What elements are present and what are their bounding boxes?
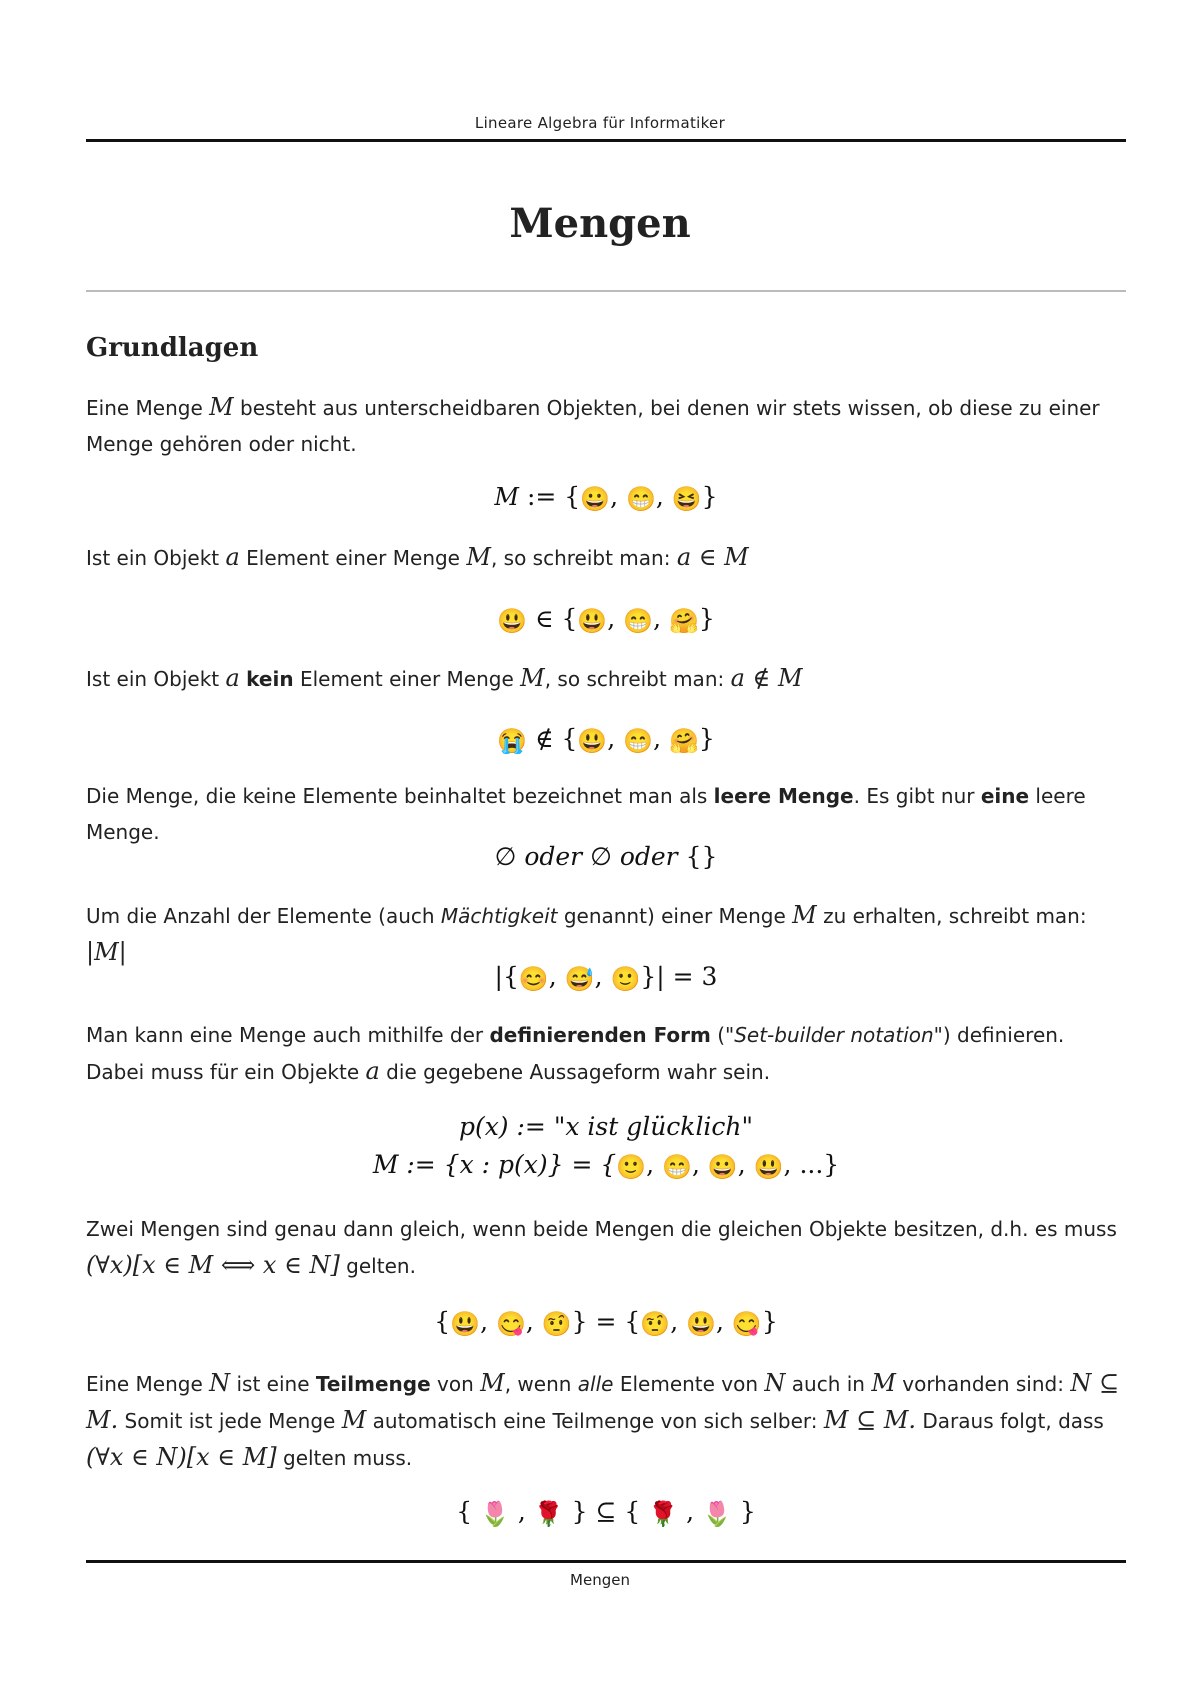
text: auch in [785, 1372, 872, 1396]
tulip-icon: 🌷 [480, 1500, 510, 1528]
math: , [525, 1307, 542, 1336]
bold-text: Teilmenge [315, 1372, 431, 1396]
formula-empty-set [86, 838, 1126, 876]
smiley-face-icon: 😃 [753, 1153, 784, 1181]
smiley-face-icon: 😃 [497, 607, 528, 635]
text: ") definieren. Dabei muss für ein Objekte [86, 1023, 1065, 1084]
math: M [724, 543, 749, 571]
slight-smile-icon: 🙂 [616, 1153, 647, 1181]
formula-line [86, 1146, 1126, 1184]
math: ∉ { [527, 724, 578, 753]
raised-eyebrow-face-icon: 🤨 [541, 1310, 572, 1338]
text: Element einer Menge [239, 546, 467, 570]
math: M [792, 901, 817, 929]
bold-text: kein [246, 667, 294, 691]
hugging-face-icon: 🤗 [669, 727, 699, 755]
laughing-face-icon: 😆 [671, 485, 702, 513]
paragraph-definition [86, 389, 1126, 462]
math: M [209, 393, 234, 421]
math: (∀x ∈ N)[x ∈ M] [86, 1443, 277, 1471]
text: gelten. [339, 1254, 416, 1278]
formula-set-builder [86, 1108, 1126, 1184]
math: M [341, 1406, 367, 1434]
math: ∈ [691, 543, 725, 571]
math: oder [524, 842, 583, 871]
bold-text: leere Menge [713, 784, 854, 808]
math: , [607, 604, 624, 633]
math: , [678, 1497, 702, 1526]
math: , [653, 724, 669, 753]
formula-equality [86, 1303, 1126, 1341]
text: . Es gibt nur [853, 784, 981, 808]
text: Eine Menge [86, 1372, 210, 1396]
math: a [676, 543, 692, 571]
math: a [365, 1057, 380, 1085]
math: (∀x)[x ∈ M ⟺ x ∈ N] [86, 1251, 340, 1279]
math: , ...} [783, 1150, 840, 1179]
footer-rule [86, 1560, 1126, 1563]
math: , [655, 482, 672, 511]
italic-text: Mächtigkeit [440, 904, 558, 928]
text: ist eine [230, 1372, 316, 1396]
paragraph-set-builder [86, 1017, 1126, 1090]
crying-face-icon: 😭 [497, 727, 528, 755]
math: { [456, 1497, 481, 1526]
math: { [434, 1307, 451, 1336]
paragraph-element [86, 539, 1126, 576]
math: |{ [494, 962, 519, 991]
math: , [610, 482, 626, 511]
text: Um die Anzahl der Elemente (auch [86, 904, 441, 928]
math: , [607, 724, 624, 753]
math: := { [519, 482, 581, 511]
running-footer: Mengen [570, 1571, 630, 1589]
math: , [691, 1150, 708, 1179]
math: , [548, 962, 565, 991]
math: , [653, 604, 669, 633]
text: Elemente von [613, 1372, 765, 1396]
math: } [731, 1497, 756, 1526]
math: N [209, 1369, 231, 1397]
smiling-face-icon: 😊 [518, 965, 549, 993]
tulip-icon: 🌷 [702, 1500, 732, 1528]
text: Ist ein Objekt [86, 667, 226, 691]
beaming-face-icon: 😁 [662, 1153, 692, 1181]
math: |M| [86, 938, 127, 966]
math: M := {x : p(x)} = { [372, 1150, 617, 1179]
text: die gegebene Aussageform wahr sein. [379, 1060, 771, 1084]
yum-face-icon: 😋 [731, 1310, 762, 1338]
slight-smile-icon: 🙂 [610, 965, 641, 993]
math: } = { [571, 1307, 641, 1336]
formula-not-element-of [86, 720, 1126, 758]
running-header: Lineare Algebra für Informatiker [474, 114, 726, 132]
bold-text: definierenden Form [489, 1023, 711, 1047]
beaming-face-icon: 😁 [625, 485, 656, 513]
math: , [480, 1307, 496, 1336]
text: vorhanden sind: [895, 1372, 1071, 1396]
math: M ⊆ M. [823, 1406, 917, 1434]
text: Man kann eine Menge auch mithilfe der [86, 1023, 490, 1047]
math: M [494, 483, 519, 511]
math: M [777, 664, 803, 692]
raised-eyebrow-face-icon: 🤨 [640, 1310, 671, 1338]
paragraph-equality [86, 1211, 1126, 1284]
text: Somit ist jede Menge [118, 1409, 342, 1433]
rose-icon: 🌹 [533, 1500, 564, 1528]
text: (" [710, 1023, 735, 1047]
math: M [466, 543, 491, 571]
math: , [509, 1497, 534, 1526]
text: leere Menge. [86, 784, 1086, 844]
smiley-face-icon: 😃 [577, 607, 608, 635]
formula-subset [86, 1493, 1126, 1531]
grinning-face-icon: 😀 [707, 1153, 738, 1181]
math: , [646, 1150, 663, 1179]
text: von [430, 1372, 481, 1396]
math: N ⊆ M. [86, 1369, 1120, 1434]
bold-text: eine [980, 784, 1030, 808]
math: , [737, 1150, 754, 1179]
formula-element-of [86, 600, 1126, 638]
paragraph-subset [86, 1365, 1126, 1476]
math: } [698, 724, 715, 753]
math: ∈ { [527, 604, 578, 633]
math: }| = 3 [640, 962, 718, 991]
math: N [764, 1369, 786, 1397]
math: a [225, 664, 240, 692]
italic-text: Set-builder notation [734, 1023, 934, 1047]
math: } [698, 604, 715, 633]
yum-face-icon: 😋 [495, 1310, 526, 1338]
header-rule [86, 139, 1126, 142]
smiley-face-icon: 😃 [686, 1310, 717, 1338]
math: a [225, 543, 240, 571]
math: M [520, 664, 545, 692]
math: ∅ [582, 842, 620, 871]
grinning-face-icon: 😀 [580, 485, 611, 513]
math: } [761, 1307, 778, 1336]
math: , [594, 962, 611, 991]
sweat-smile-icon: 😅 [564, 965, 595, 993]
text: , so schreibt man: [490, 546, 677, 570]
section-heading: Grundlagen [86, 333, 259, 363]
math: M [480, 1369, 505, 1397]
math: M [871, 1369, 896, 1397]
text: Eine Menge [86, 396, 210, 420]
math: } ⊆ { [563, 1497, 649, 1526]
math: , [716, 1307, 732, 1336]
text: Zwei Mengen sind genau dann gleich, wenn beide Mengen die gleichen Objekte besitzen, d.h. es muss [86, 1217, 1117, 1241]
hugging-face-icon: 🤗 [669, 607, 699, 635]
title-rule [86, 290, 1126, 292]
text: genannt) einer Menge [557, 904, 793, 928]
text: gelten muss. [276, 1446, 413, 1470]
text: Die Menge, die keine Elemente beinhaltet bezeichnet man als [86, 784, 714, 808]
text: automatisch eine Teilmenge von sich selber: [366, 1409, 824, 1433]
text: Ist ein Objekt [86, 546, 226, 570]
text: Element einer Menge [293, 667, 521, 691]
math: oder [619, 842, 678, 871]
math: ∉ [744, 664, 778, 692]
beaming-face-icon: 😁 [623, 727, 654, 755]
math: {} [677, 842, 718, 871]
beaming-face-icon: 😁 [623, 607, 654, 635]
smiley-face-icon: 😃 [577, 727, 608, 755]
smiley-face-icon: 😃 [450, 1310, 481, 1338]
paragraph-not-element [86, 660, 1126, 697]
math: ∅ [494, 842, 525, 871]
rose-icon: 🌹 [648, 1500, 679, 1528]
math: a [730, 664, 745, 692]
formula-line: p(x) := "x ist glücklich" [458, 1112, 754, 1141]
formula-set-example [86, 478, 1126, 516]
page-title: Mengen [509, 200, 691, 247]
text: Daraus folgt, dass [916, 1409, 1104, 1433]
text: , so schreibt man: [544, 667, 731, 691]
text: besteht aus unterscheidbaren Objekten, bei denen wir stets wissen, ob diese zu einer Menge gehören oder nicht. [86, 396, 1100, 456]
formula-cardinality [86, 958, 1126, 996]
text: , wenn [504, 1372, 578, 1396]
italic-text: alle [577, 1372, 614, 1396]
math: } [701, 482, 718, 511]
text: zu erhalten, schreibt man: [816, 904, 1087, 928]
math: , [670, 1307, 687, 1336]
